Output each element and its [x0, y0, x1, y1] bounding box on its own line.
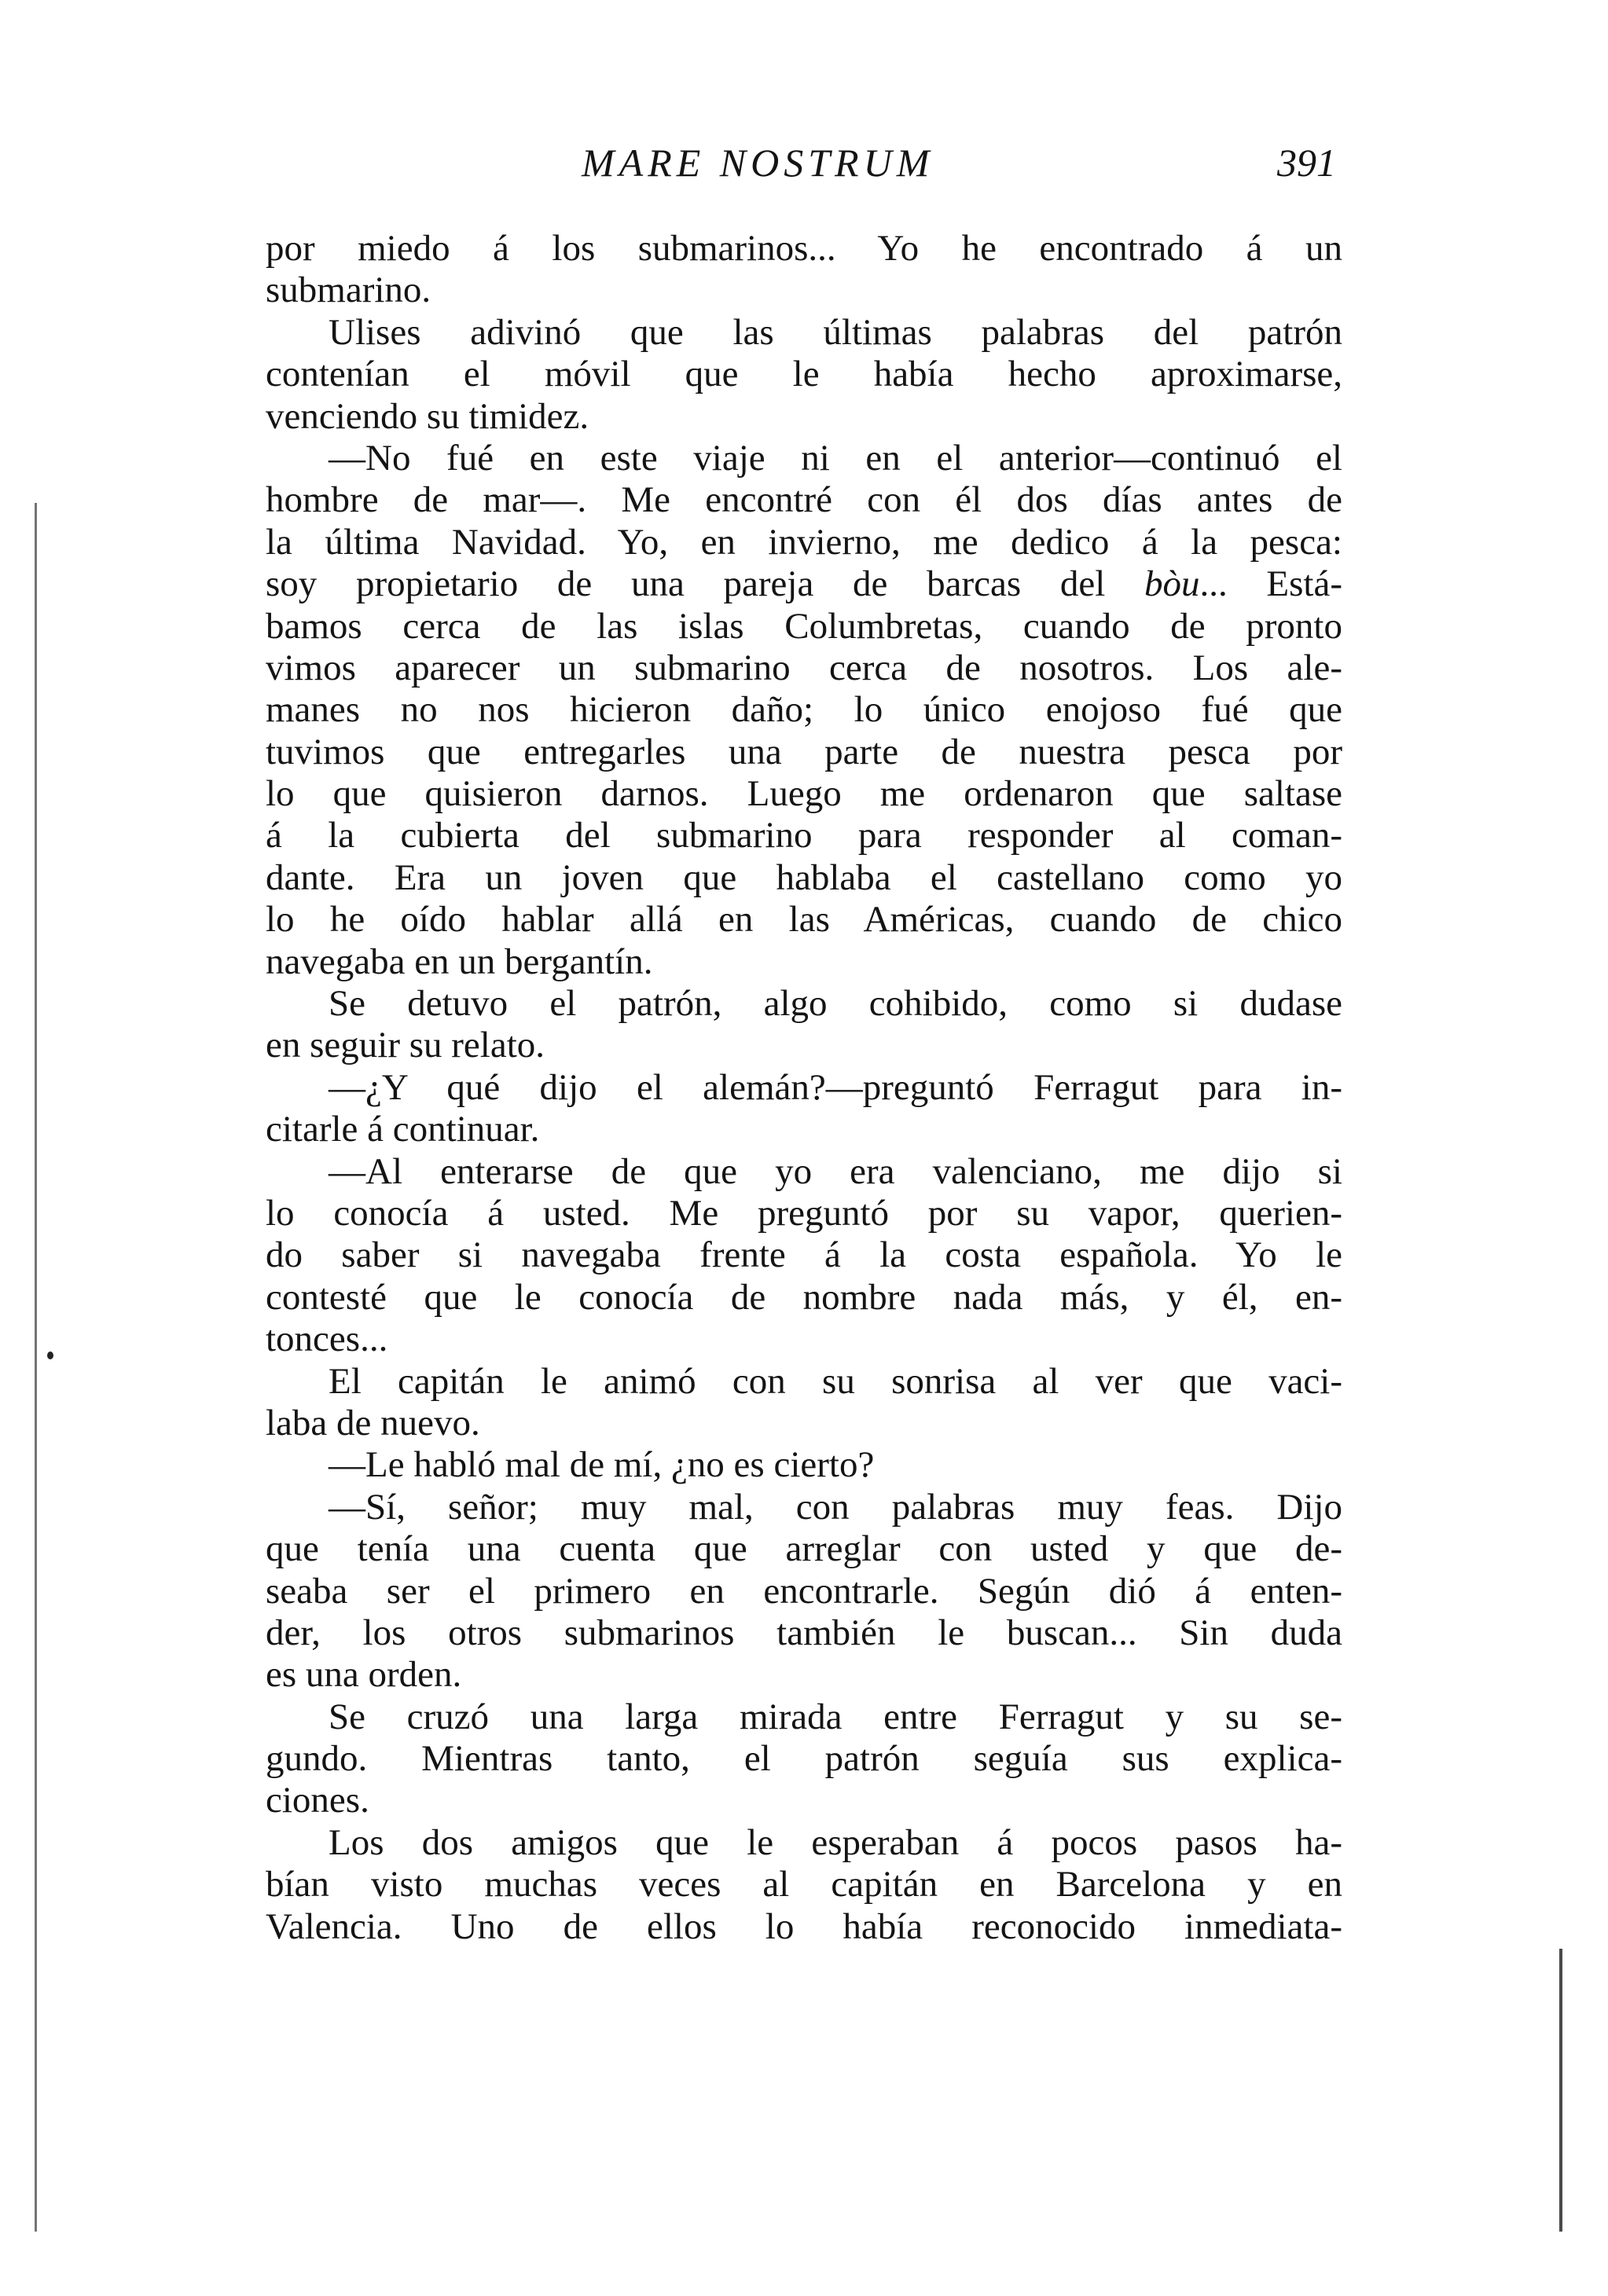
- text-line: contenían el móvil que le había hecho aproximarse,: [266, 354, 1342, 395]
- text-line: la última Navidad. Yo, en invierno, me dedico á la pesca:: [266, 521, 1342, 563]
- text-line: —¿Y qué dijo el alemán?—preguntó Ferragut para in-: [329, 1066, 1342, 1108]
- text-line: manes no nos hicieron daño; lo único enojoso fué que: [266, 689, 1342, 731]
- text-line: vimos aparecer un submarino cerca de nosotros. Los ale-: [266, 647, 1342, 688]
- text-line: lo conocía á usted. Me preguntó por su vapor, querien-: [266, 1192, 1342, 1234]
- text-line: lo he oído hablar allá en las Américas, cuando de chico: [266, 899, 1342, 941]
- ink-speck: [47, 1352, 53, 1359]
- text-line: tuvimos que entregarles una parte de nuestra pesca por: [266, 731, 1342, 772]
- text-line: seaba ser el primero en encontrarle. Según dió á enten-: [266, 1570, 1342, 1612]
- page-number: 391: [1277, 141, 1336, 185]
- text-line: contesté que le conocía de nombre nada más, y él, en-: [266, 1276, 1342, 1318]
- text-line: ciones.: [266, 1780, 369, 1821]
- text-line: —No fué en este viaje ni en el anterior—continuó el: [329, 437, 1342, 479]
- running-title: MARE NOSTRUM: [582, 141, 934, 185]
- text-line: do saber si navegaba frente á la costa española. Yo le: [266, 1234, 1342, 1276]
- text-line: es una orden.: [266, 1654, 462, 1696]
- text-line: dante. Era un joven que hablaba el castellano como yo: [266, 856, 1342, 898]
- text-line: Se detuvo el patrón, algo cohibido, como si dudase: [329, 983, 1342, 1025]
- text-line: Se cruzó una larga mirada entre Ferragut y su se-: [329, 1696, 1342, 1737]
- text-line: Valencia. Uno de ellos lo había reconocido inmediata-: [266, 1905, 1342, 1947]
- text-line: —Le habló mal de mí, ¿no es cierto?: [329, 1444, 875, 1486]
- text-line: Ulises adivinó que las últimas palabras del patrón: [329, 311, 1342, 353]
- text-line: que tenía una cuenta que arreglar con usted y que de-: [266, 1528, 1342, 1570]
- text-line: Los dos amigos que le esperaban á pocos pasos ha-: [329, 1821, 1342, 1863]
- text-line: —Al enterarse de que yo era valenciano, me dijo si: [329, 1150, 1342, 1192]
- text-line: soy propietario de una pareja de barcas del bòu... Está-: [266, 563, 1342, 605]
- text-line: submarino.: [266, 270, 431, 311]
- text-line: navegaba en un bergantín.: [266, 941, 653, 982]
- text-line: por miedo á los submarinos... Yo he encontrado á un: [266, 228, 1342, 269]
- text-line: tonces...: [266, 1319, 388, 1360]
- page-edge-right: [1559, 1949, 1562, 2232]
- text-line: laba de nuevo.: [266, 1402, 480, 1443]
- italic-word: bòu: [1144, 563, 1200, 605]
- text-line: lo que quisieron darnos. Luego me ordenaron que saltase: [266, 773, 1342, 815]
- text-line: venciendo su timidez.: [266, 395, 589, 437]
- text-line: gundo. Mientras tanto, el patrón seguía sus explica-: [266, 1738, 1342, 1780]
- text-line: citarle á continuar.: [266, 1109, 540, 1150]
- text-line: der, los otros submarinos también le buscan... Sin duda: [266, 1612, 1342, 1653]
- text-line: bían visto muchas veces al capitán en Barcelona y en: [266, 1864, 1342, 1905]
- text-line: hombre de mar—. Me encontré con él dos días antes de: [266, 479, 1342, 521]
- text-line: á la cubierta del submarino para responder al coman-: [266, 815, 1342, 856]
- body-text: [266, 228, 1342, 1948]
- running-head: [267, 140, 1336, 187]
- page-edge-left: [35, 503, 37, 2232]
- text-line: —Sí, señor; muy mal, con palabras muy feas. Dijo: [329, 1486, 1342, 1528]
- text-line: El capitán le animó con su sonrisa al ver que vaci-: [329, 1360, 1342, 1402]
- text-line: bamos cerca de las islas Columbretas, cuando de pronto: [266, 605, 1342, 647]
- text-line: en seguir su relato.: [266, 1025, 545, 1066]
